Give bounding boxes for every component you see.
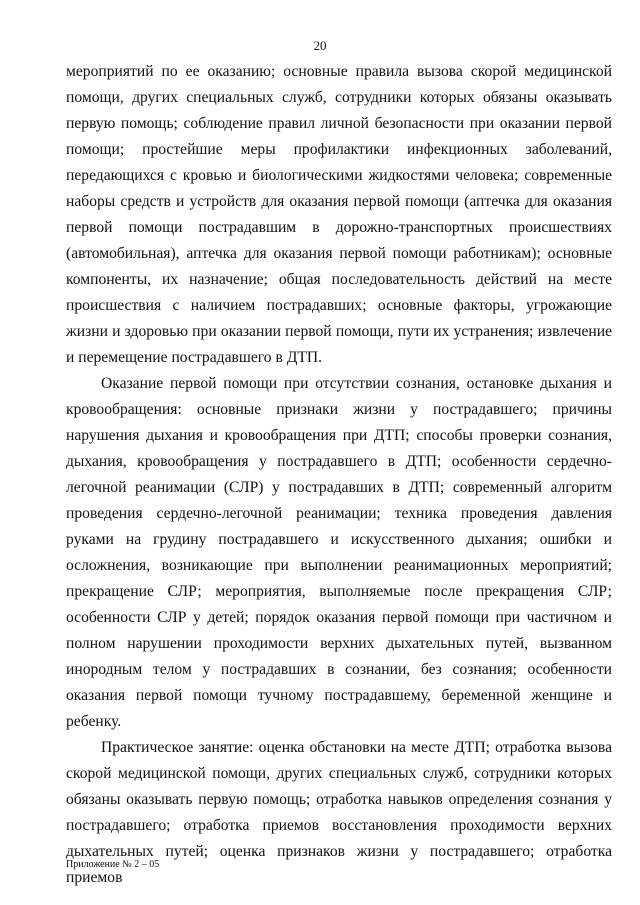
document-body xyxy=(66,59,612,891)
paragraph-continuation: мероприятий по ее оказанию; основные правила вызова скорой медицинской помощи, других специальных служб, сотрудники которых обязаны оказывать первую помощь; соблюдение правил личной безопасности при оказании первой помощи; простейшие меры профилактики инфекционных заболеваний, передающихся с кровью и биологическими жидкостями человека; современные наборы средств и устройств для оказания первой помощи (аптечка для оказания первой помощи пострадавшим в дорожно-транспортных происшествиях (автомобильная), аптечка для оказания первой помощи работникам); основные компоненты, их назначение; общая последовательность действий на месте происшествия с наличием пострадавших; основные факторы, угрожающие жизни и здоровью при оказании первой помощи, пути их устранения; извлечение и перемещение пострадавшего в ДТП. xyxy=(66,63,612,366)
page-number: 20 xyxy=(313,38,327,53)
footer-annex-label: Приложение № 2 – 05 xyxy=(66,859,160,870)
paragraph-cpr: Оказание первой помощи при отсутствии сознания, остановке дыхания и кровообращения: основные признаки жизни у пострадавшего; причины нарушения дыхания и кровообращения при ДТП; способы проверки сознания, дыхания, кровообращения у пострадавшего в ДТП; особенности сердечно-легочной реанимации (СЛР) у пострадавших в ДТП; современный алгоритм проведения сердечно-легочной реанимации; техника проведения давления руками на грудину пострадавшего и искусственного дыхания; ошибки и осложнения, возникающие при выполнении реанимационных мероприятий; прекращение СЛР; мероприятия, выполняемые после прекращения СЛР; особенности СЛР у детей; порядок оказания первой помощи при частичном и полном нарушении проходимости верхних дыхательных путей, вызванном инородным телом у пострадавших в сознании, без сознания; особенности оказания первой помощи тучному пострадавшему, беременной женщине и ребенку. xyxy=(66,375,612,730)
paragraph-practical: Практическое занятие: оценка обстановки на месте ДТП; отработка вызова скорой медицинской помощи, других специальных служб, сотрудники которых обязаны оказывать первую помощь; отработка навыков определения сознания у пострадавшего; отработка приемов восстановления проходимости верхних дыхательных путей; оценка признаков жизни у пострадавшего; отработка приемов xyxy=(66,739,612,886)
